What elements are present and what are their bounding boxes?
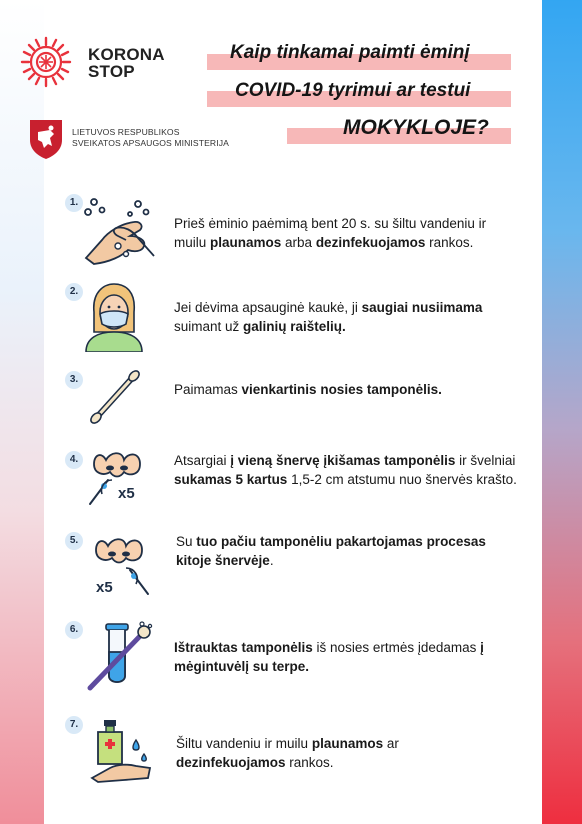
step-text-bold: sukamas 5 kartus [174, 472, 288, 487]
ministry-logo [28, 118, 288, 162]
step-number: 5. [65, 532, 83, 550]
step-number: 1. [65, 194, 83, 212]
step-1-text [174, 214, 514, 252]
step-text-bold: plaunamos [210, 235, 282, 250]
step-text-span: Atsargiai [174, 453, 231, 468]
step-text-span: ir švelniai [455, 453, 516, 468]
step-number: 4. [65, 451, 83, 469]
step-text-bold: į vieną šnervę įkišamas tamponėlis [230, 453, 456, 468]
step-text-bold: Ištrauktas tamponėlis [174, 640, 313, 655]
step-text-span: Su [176, 534, 197, 549]
stop-wordmark: STOP [88, 62, 135, 81]
step-text-span: Jei dėvima apsauginė kaukė, ji [174, 300, 362, 315]
step-text-span: rankos. [425, 235, 474, 250]
ministry-line-1: LIETUVOS RESPUBLIKOS [72, 127, 180, 137]
repeat-count-badge: x5 [96, 579, 113, 596]
step-text-span: suimant už [174, 319, 244, 334]
step-text-span: 1,5-2 cm atstumu nuo šnervės krašto. [287, 472, 517, 487]
step-text-bold: plaunamos [311, 736, 384, 751]
step-text-span: ar [383, 736, 399, 751]
step-number: 2. [65, 283, 83, 301]
step-7-text [176, 734, 496, 772]
step-6-text [174, 638, 494, 676]
step-text-span: Prieš ėminio paėmimą bent 20 s. su šiltu vandeniu ir muilu [174, 216, 487, 250]
step-4-text [174, 451, 524, 489]
nose-swab-icon [84, 448, 160, 510]
soap-hand-icon [88, 718, 154, 784]
step-text-bold: vienkartinis nosies tamponėlis. [241, 382, 442, 397]
coat-of-arms-icon [28, 118, 64, 160]
step-number: 7. [65, 716, 83, 734]
step-text-span: Šiltu vandeniu ir muilu [176, 736, 312, 751]
face-mask-icon [84, 282, 144, 352]
hand-washing-icon [80, 196, 164, 268]
title-line-3: MOKYKLOJE? [343, 116, 489, 139]
step-number: 3. [65, 371, 83, 389]
ministry-line-2: SVEIKATOS APSAUGOS MINISTERIJA [72, 138, 229, 148]
step-text-bold: dezinfekuojamos [176, 755, 286, 770]
title-line-1: Kaip tinkamai paimti ėminį [230, 42, 470, 63]
title-line-2: COVID-19 tyrimui ar testui [235, 80, 471, 101]
step-5-text [176, 532, 516, 570]
step-text-bold: dezinfekuojamos [315, 235, 426, 250]
test-tube-icon [86, 618, 156, 692]
korona-wordmark: KORONA [88, 45, 165, 64]
step-text-bold: tuo pačiu tamponėliu pakartojamas procesas kitoje šnervėje [176, 534, 486, 568]
step-text-span: Paimamas [174, 382, 242, 397]
step-text-span: iš nosies ertmės įdedamas [312, 640, 481, 655]
step-number: 6. [65, 621, 83, 639]
right-gradient-stripe [542, 0, 582, 824]
step-text-span: arba [281, 235, 316, 250]
repeat-count-badge: x5 [118, 485, 135, 502]
step-3-text [174, 380, 514, 399]
nose-swab-other-icon [86, 534, 162, 600]
step-text-bold: saugiai nusiimama [361, 300, 483, 315]
korona-stop-logo [20, 36, 170, 88]
step-text-bold: galinių raištelių. [243, 319, 346, 334]
step-text-span: . [269, 553, 274, 568]
step-text-bold: į mėgintuvėlį su terpe. [174, 640, 484, 674]
step-text-span: rankos. [285, 755, 334, 770]
step-2-text [174, 298, 514, 336]
swab-icon [86, 368, 146, 426]
virus-sun-icon [20, 36, 72, 88]
